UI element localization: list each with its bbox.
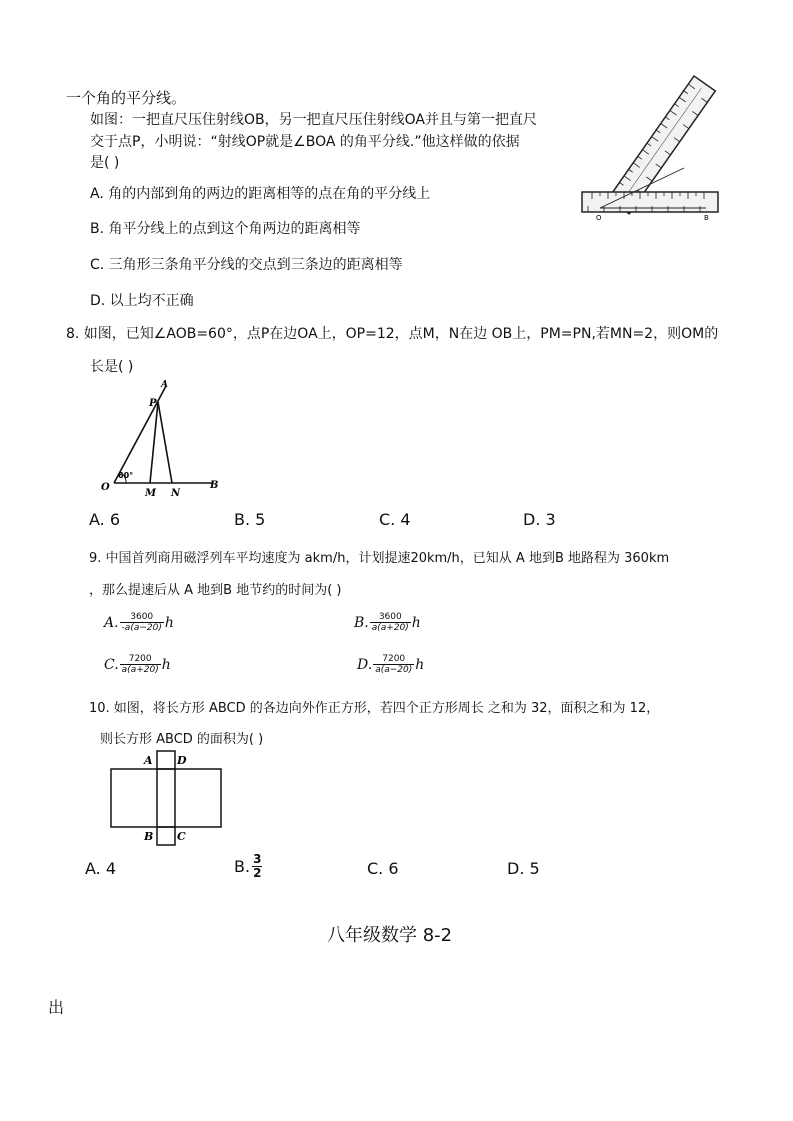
point-o-label: O (101, 482, 110, 493)
horizontal-ruler (582, 192, 718, 212)
q9-option-d[interactable]: D. $\frac{7200}{a(a-20)}$ h (357, 654, 425, 675)
q9-option-d-letter: D. (357, 657, 373, 673)
q7-rulers-figure (578, 68, 723, 223)
q9-option-b-letter: B. (354, 615, 369, 631)
point-c-label: C (177, 830, 186, 843)
q7-line3: 是( ) (90, 155, 120, 171)
q8-option-c[interactable]: C. 4 (379, 510, 411, 529)
outer-rectangle (111, 769, 221, 827)
point-n-label: N (171, 488, 181, 499)
q9-option-c-letter: C. (104, 657, 119, 673)
point-a-label: A (161, 380, 168, 390)
q8-angle-figure (98, 376, 223, 501)
q7-option-c[interactable]: C. 三角形三条角平分线的交点到三条边的距离相等 (90, 257, 403, 273)
q8-option-a[interactable]: A. 6 (89, 510, 121, 529)
q7-option-a[interactable]: A. 角的内部到角的两边的距离相等的点在角的平分线上 (90, 186, 431, 202)
q7-option-b[interactable]: B. 角平分线上的点到这个角两边的距离相等 (90, 221, 361, 237)
segment-pn (158, 402, 172, 483)
q10-option-b[interactable]: B. $\frac{3}{2}$ (234, 852, 262, 880)
point-d-label: D (177, 754, 187, 767)
q7-lead: 一个角的平分线。 (66, 89, 187, 107)
angle-label: 60° (118, 471, 134, 480)
q8-line2: 长是( ) (90, 359, 134, 375)
q9-option-a-fraction: $\frac{3600}{-a(a-20)}$ (121, 612, 162, 633)
q10-line1: 10. 如图，将长方形 ABCD 的各边向外作正方形，若四个正方形周长 之和为 32，面积之和为 12， (89, 701, 660, 716)
q9-option-d-fraction: $\frac{7200}{a(a-20)}$ (375, 654, 413, 675)
q8-option-d[interactable]: D. 3 (523, 510, 556, 529)
q10-line2: 则长方形 ABCD 的面积为( ) (100, 732, 264, 747)
q10-option-c[interactable]: C. 6 (367, 859, 399, 878)
q10-option-a[interactable]: A. 4 (85, 859, 117, 878)
point-b-label: B (144, 830, 154, 843)
segment-oa (114, 386, 166, 483)
point-b-label: B (210, 480, 219, 491)
point-p-label: P (149, 398, 157, 409)
q7-line1: 如图：一把直尺压住射线OB，另一把直尺压住射线OA并且与第一把直尺 (90, 112, 537, 128)
q9-option-c-fraction: $\frac{7200}{a(a+20)}$ (121, 654, 159, 675)
q7-option-d[interactable]: D. 以上均不正确 (90, 293, 194, 309)
vertical-strip (157, 751, 175, 845)
point-b-label: B (704, 214, 709, 222)
q9-line2: ，那么提速后从 A 地到B 地节约的时间为( ) (89, 583, 342, 598)
q9-option-a-letter: A. (104, 615, 119, 631)
q7-line2: 交于点P，小明说：“射线OP就是∠BOA 的角平分线.”他这样做的依据 (90, 134, 520, 150)
q9-option-a[interactable]: A. $\frac{3600}{-a(a-20)}$ h (104, 612, 174, 633)
page-label: 八年级数学 8-2 (327, 925, 453, 946)
point-a-label: A (144, 754, 153, 767)
q9-line1: 9. 中国首列商用磁浮列车平均速度为 akm/h，计划提速20km/h，已知从 A 地到B 地路程为 360km (89, 551, 670, 566)
point-o-label: O (596, 214, 602, 222)
q9-option-c[interactable]: C. $\frac{7200}{a(a+20)}$ h (104, 654, 171, 675)
point-m-label: M (145, 488, 157, 499)
q10-rectangle-figure (104, 748, 228, 848)
q8-line1: 8. 如图，已知∠AOB=60°，点P在边OA上，OP=12，点M，N在边 OB上，PM=PN,若MN=2，则OM的 (66, 326, 719, 342)
q9-option-b-fraction: $\frac{3600}{a(a+20)}$ (371, 612, 409, 633)
q8-option-b[interactable]: B. 5 (234, 510, 266, 529)
q10-option-d[interactable]: D. 5 (507, 859, 540, 878)
q10-option-b-fraction: $\frac{3}{2}$ (253, 852, 262, 880)
q9-option-b[interactable]: B. $\frac{3600}{a(a+20)}$ h (354, 612, 421, 633)
stray-character: 出 (48, 998, 65, 1017)
